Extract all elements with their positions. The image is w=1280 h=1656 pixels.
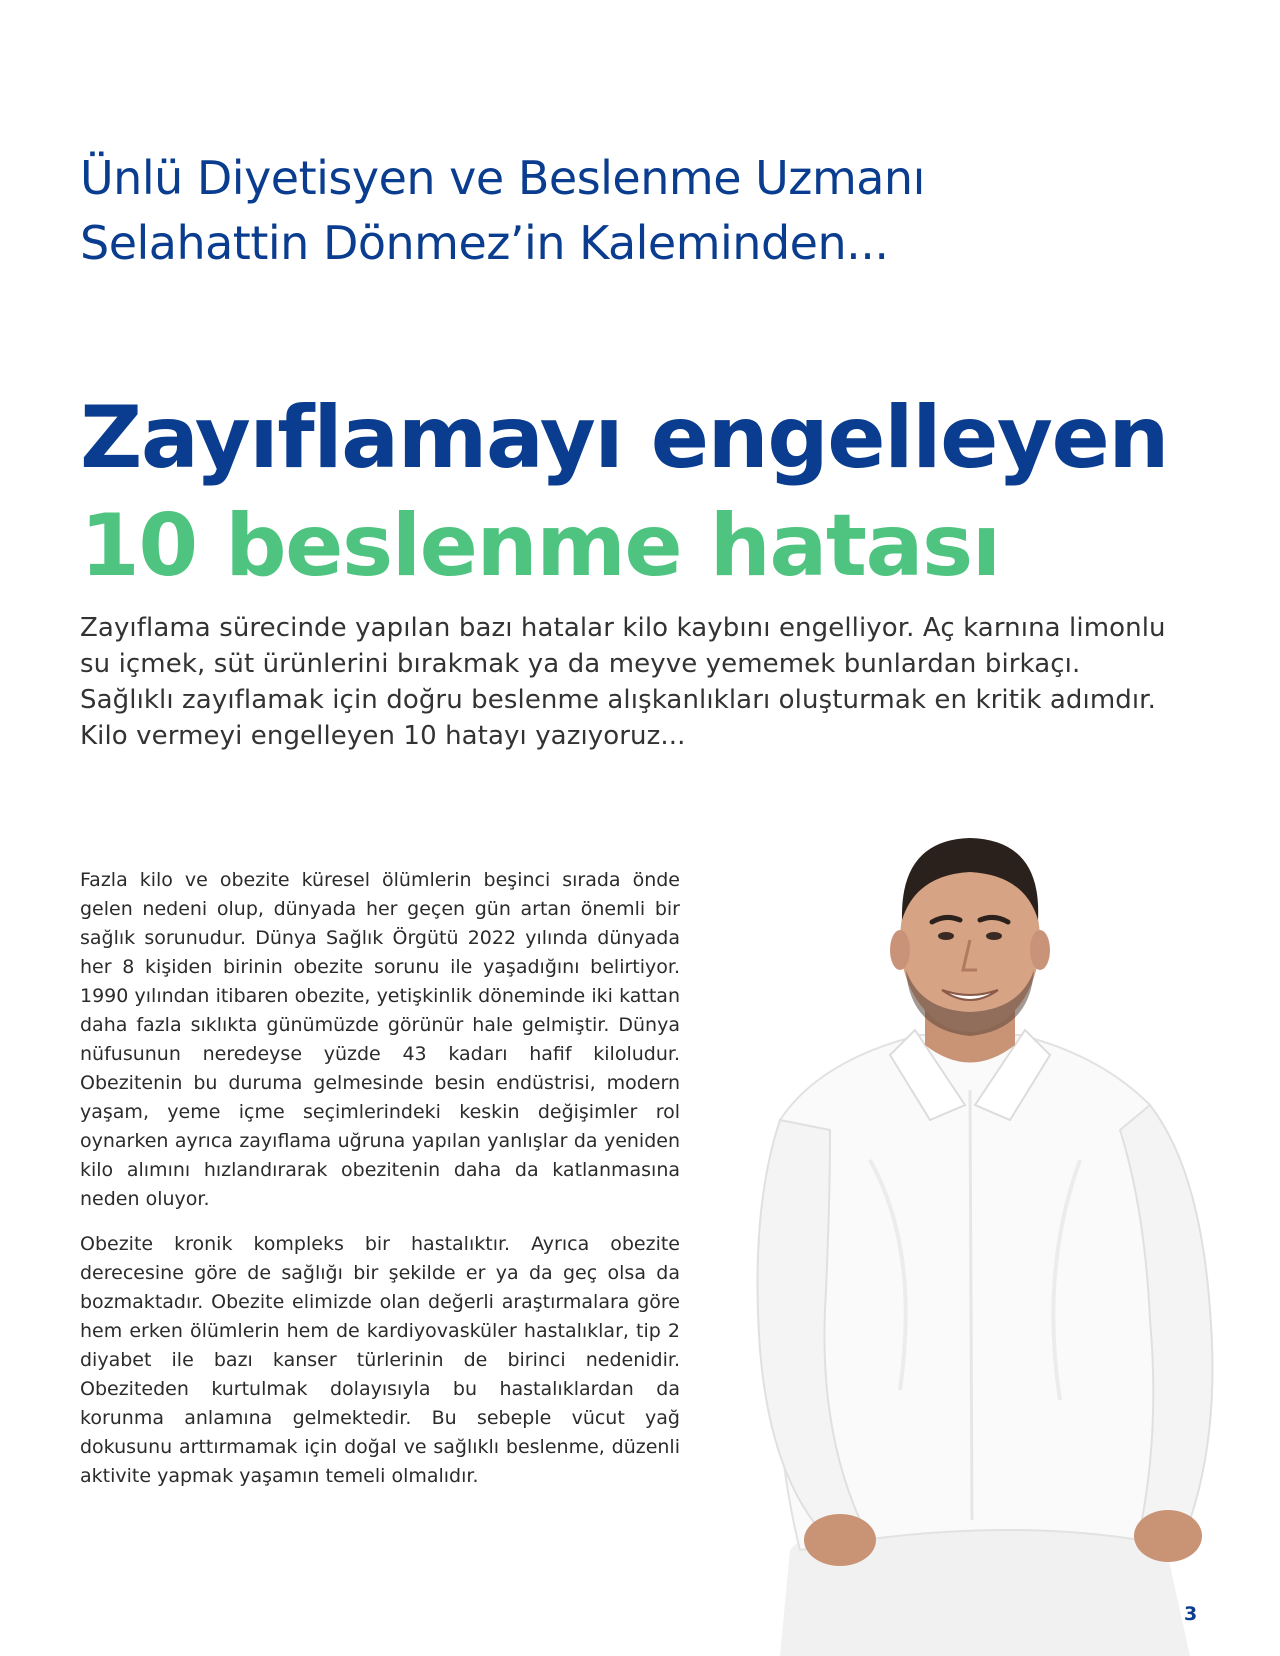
author-photo bbox=[720, 830, 1240, 1656]
article-lead: Zayıflama sürecinde yapılan bazı hatalar kilo kaybını engelliyor. Aç karnına limonlu su içmek, süt ürünlerini bırakmak ya da meyve yememek bunlardan birkaçı. Sağlıklı zayıflamak için doğru beslenme alışkanlıkları oluşturmak en kritik adımdır. Kilo vermeyi engelleyen 10 hatayı yazıyoruz... bbox=[80, 613, 1166, 751]
headline-line-2: 10 beslenme hatası bbox=[80, 496, 1000, 596]
kicker-line-1: Ünlü Diyetisyen ve Beslenme Uzmanı bbox=[80, 151, 925, 205]
article-kicker bbox=[80, 146, 1180, 276]
body-paragraph-2: Obezite kronik kompleks bir hastalıktır. Ayrıca obezite derecesine göre de sağlığı bir şekilde er ya da geç olsa da bozmaktadır. Obezite elimizde olan değerli araştırmalara göre hem erken ölümlerin hem de kardiyovasküler hastalıklar, tip 2 diyabet ile bazı kanser türlerinin de birinci nedenidir. Obeziteden kurtulmak dolayısıyla bu hastalıklardan da korunma anlamına gelmektedir. Bu sebeple vücut yağ dokusunu arttırmamak için doğal ve sağlıklı beslenme, düzenli aktivite yapmak yaşamın temeli olmalıdır. bbox=[80, 1233, 680, 1487]
article-headline bbox=[80, 384, 1260, 600]
headline-line-1: Zayıflamayı engelleyen bbox=[80, 388, 1169, 488]
body-paragraph-1: Fazla kilo ve obezite küresel ölümlerin beşinci sırada önde gelen nedeni olup, dünyada her geçen gün artan önemli bir sağlık sorunudur. Dünya Sağlık Örgütü 2022 yılında dünyada her 8 kişiden birinin obezite sorunu ile yaşadığını belirtiyor. 1990 yılından itibaren obezite, yetişkinlik döneminde iki kattan daha fazla sıklıkta günümüzde görünür hale gelmiştir. Dünya nüfusunun neredeyse yüzde 43 kadarı hafif kiloludur. Obezitenin bu duruma gelmesinde besin endüstrisi, modern yaşam, yeme içme seçimlerindeki keskin değişimler rol oynarken ayrıca zayıflama uğruna yapılan yanlışlar da yeniden kilo alımını hızlandırarak obezitenin daha da katlanmasına neden oluyor. bbox=[80, 869, 680, 1210]
kicker-line-2: Selahattin Dönmez’in Kaleminden... bbox=[80, 216, 889, 270]
page-number: 3 bbox=[1184, 1603, 1198, 1625]
article-body bbox=[80, 866, 680, 1507]
